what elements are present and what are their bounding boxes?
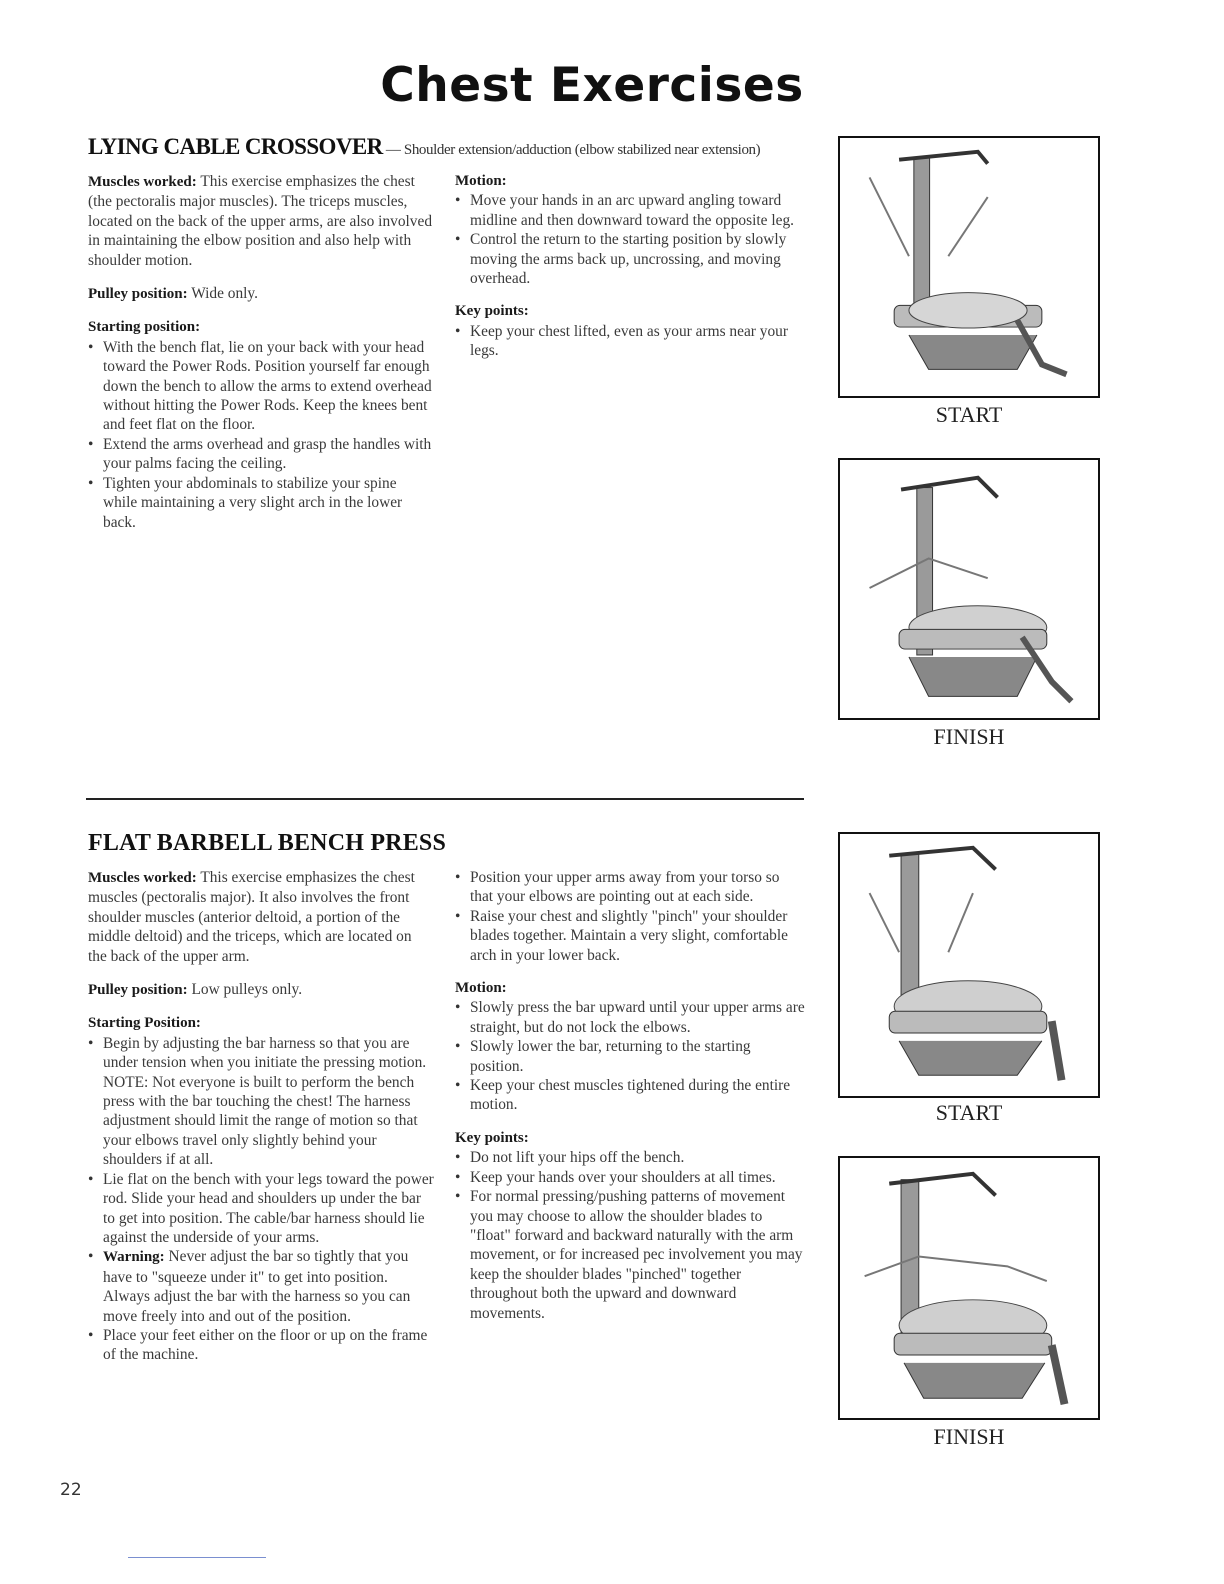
- section-divider: [86, 798, 804, 800]
- section-title: LYING CABLE CROSSOVER: [88, 134, 383, 159]
- list-item: • Move your hands in an arc upward angling toward midline and then downward toward the opposite leg.: [455, 191, 805, 230]
- machine-start-figure: [840, 138, 1098, 396]
- muscles-worked-paragraph: [88, 172, 434, 270]
- list-item: • Lie flat on the bench with your legs toward the power rod. Slide your head and shoulders up under the bar to get into position. The cable/bar harness should lie against the underside of your arms.: [88, 1170, 434, 1248]
- finish-position-illustration: [838, 458, 1100, 720]
- page-title: Chest Exercises: [380, 58, 804, 113]
- starting-position-list: [88, 338, 434, 532]
- pulley-position-text: Wide only.: [191, 285, 258, 303]
- muscles-worked-paragraph: [88, 868, 434, 966]
- list-item: • Place your feet either on the floor or up on the frame of the machine.: [88, 1326, 434, 1365]
- key-points-list: [455, 1148, 805, 1323]
- footer-rule: [128, 1557, 266, 1558]
- starting-position-list: [88, 1034, 434, 1365]
- starting-position-label: Starting Position:: [88, 1015, 201, 1032]
- key-points-label: Key points:: [455, 303, 529, 320]
- start-position-illustration: [838, 832, 1100, 1098]
- pulley-position-paragraph: [88, 980, 434, 1000]
- list-item: • Keep your chest muscles tightened during the entire motion.: [455, 1076, 805, 1115]
- section2-left-column: [88, 868, 434, 1379]
- page-number: 22: [60, 1480, 82, 1500]
- list-item: • Position your upper arms away from your torso so that your elbows are pointing out at each side.: [455, 868, 805, 907]
- list-item: • For normal pressing/pushing patterns of movement you may choose to allow the shoulder blades to "float" forward and backward naturally with the arm movement, or for increased pec involvement you may keep the shoulder blades "pinched" together throughout both the upward and downward movements.: [455, 1187, 805, 1323]
- warning-label: Warning:: [103, 1249, 165, 1266]
- key-points-label: Key points:: [455, 1129, 529, 1146]
- motion-label: Motion:: [455, 173, 507, 189]
- list-item: • Slowly lower the bar, returning to the starting position.: [455, 1037, 805, 1076]
- section-heading-lying-cable-crossover: [88, 134, 760, 160]
- finish-caption: FINISH: [933, 1424, 1005, 1449]
- section-heading-flat-barbell-bench-press: FLAT BARBELL BENCH PRESS: [88, 830, 447, 856]
- muscles-worked-label: Muscles worked:: [88, 174, 197, 190]
- finish-position-illustration: [838, 1156, 1100, 1420]
- start-caption: START: [935, 402, 1003, 427]
- list-item: • Do not lift your hips off the bench.: [455, 1148, 805, 1167]
- list-item: • Slowly press the bar upward until your upper arms are straight, but do not lock the elbows.: [455, 998, 805, 1037]
- heading-dash: —: [382, 142, 404, 158]
- muscles-worked-label: Muscles worked:: [88, 870, 197, 886]
- muscles-worked-text: This exercise emphasizes the chest (the pectoralis major muscles). The triceps muscles, located on the back of the upper arms, are also involved in maintaining the elbow position and also help with shoulder motion.: [88, 173, 433, 269]
- list-item: • Raise your chest and slightly "pinch" your shoulder blades together. Maintain a very slight, comfortable arch in your lower back.: [455, 907, 805, 965]
- list-item: • Begin by adjusting the bar harness so that you are under tension when you initiate the pressing motion. NOTE: Not everyone is built to perform the bench press with the bar touching the chest! The harness adjustment should limit the range of motion so that your elbows travel only slightly behind your shoulders if at all.: [88, 1034, 434, 1170]
- finish-caption: FINISH: [933, 724, 1005, 749]
- section1-right-column: [455, 172, 805, 375]
- section-subtitle: Shoulder extension/adduction (elbow stabilized near extension): [403, 142, 761, 158]
- start-caption: START: [935, 1100, 1003, 1125]
- starting-position-label: Starting position:: [88, 319, 201, 336]
- list-item: • Keep your hands over your shoulders at all times.: [455, 1168, 805, 1187]
- motion-list: [455, 191, 805, 288]
- warning-text: Never adjust the bar so tightly that you have to "squeeze under it" to get into position. Always adjust the bar with the harness so you can move freely into and out of the position.: [103, 1248, 411, 1325]
- bench-press-start-figure: [840, 834, 1098, 1096]
- warning-list-item: [88, 1247, 434, 1326]
- position-list: [455, 868, 805, 965]
- muscles-worked-text: This exercise emphasizes the chest muscles (pectoralis major). It also involves the front shoulder muscles (anterior deltoid, a portion of the middle deltoid) and the triceps, which are located on the back of the upper arm.: [88, 869, 415, 965]
- bench-press-finish-figure: [840, 1158, 1098, 1418]
- list-item: • With the bench flat, lie on your back with your head toward the Power Rods. Position yourself far enough down the bench to allow the arms to extend overhead without hitting the Power Rods. Keep the knees bent and feet flat on the floor.: [88, 338, 434, 435]
- list-item: • Keep your chest lifted, even as your arms near your legs.: [455, 322, 805, 361]
- list-item: • Control the return to the starting position by slowly moving the arms back up, uncrossing, and moving overhead.: [455, 230, 805, 288]
- motion-label: Motion:: [455, 980, 507, 997]
- list-item: • Extend the arms overhead and grasp the handles with your palms facing the ceiling.: [88, 435, 434, 474]
- motion-list: [455, 998, 805, 1114]
- list-item: • Tighten your abdominals to stabilize your spine while maintaining a very slight arch in the lower back.: [88, 474, 434, 532]
- section2-right-column: [455, 868, 805, 1337]
- pulley-position-label: Pulley position:: [88, 982, 188, 999]
- pulley-position-paragraph: [88, 284, 434, 304]
- section1-left-column: [88, 172, 434, 546]
- machine-finish-figure: [840, 460, 1098, 718]
- key-points-list: [455, 322, 805, 361]
- pulley-position-text: Low pulleys only.: [191, 981, 303, 999]
- pulley-position-label: Pulley position:: [88, 286, 188, 303]
- start-position-illustration: [838, 136, 1100, 398]
